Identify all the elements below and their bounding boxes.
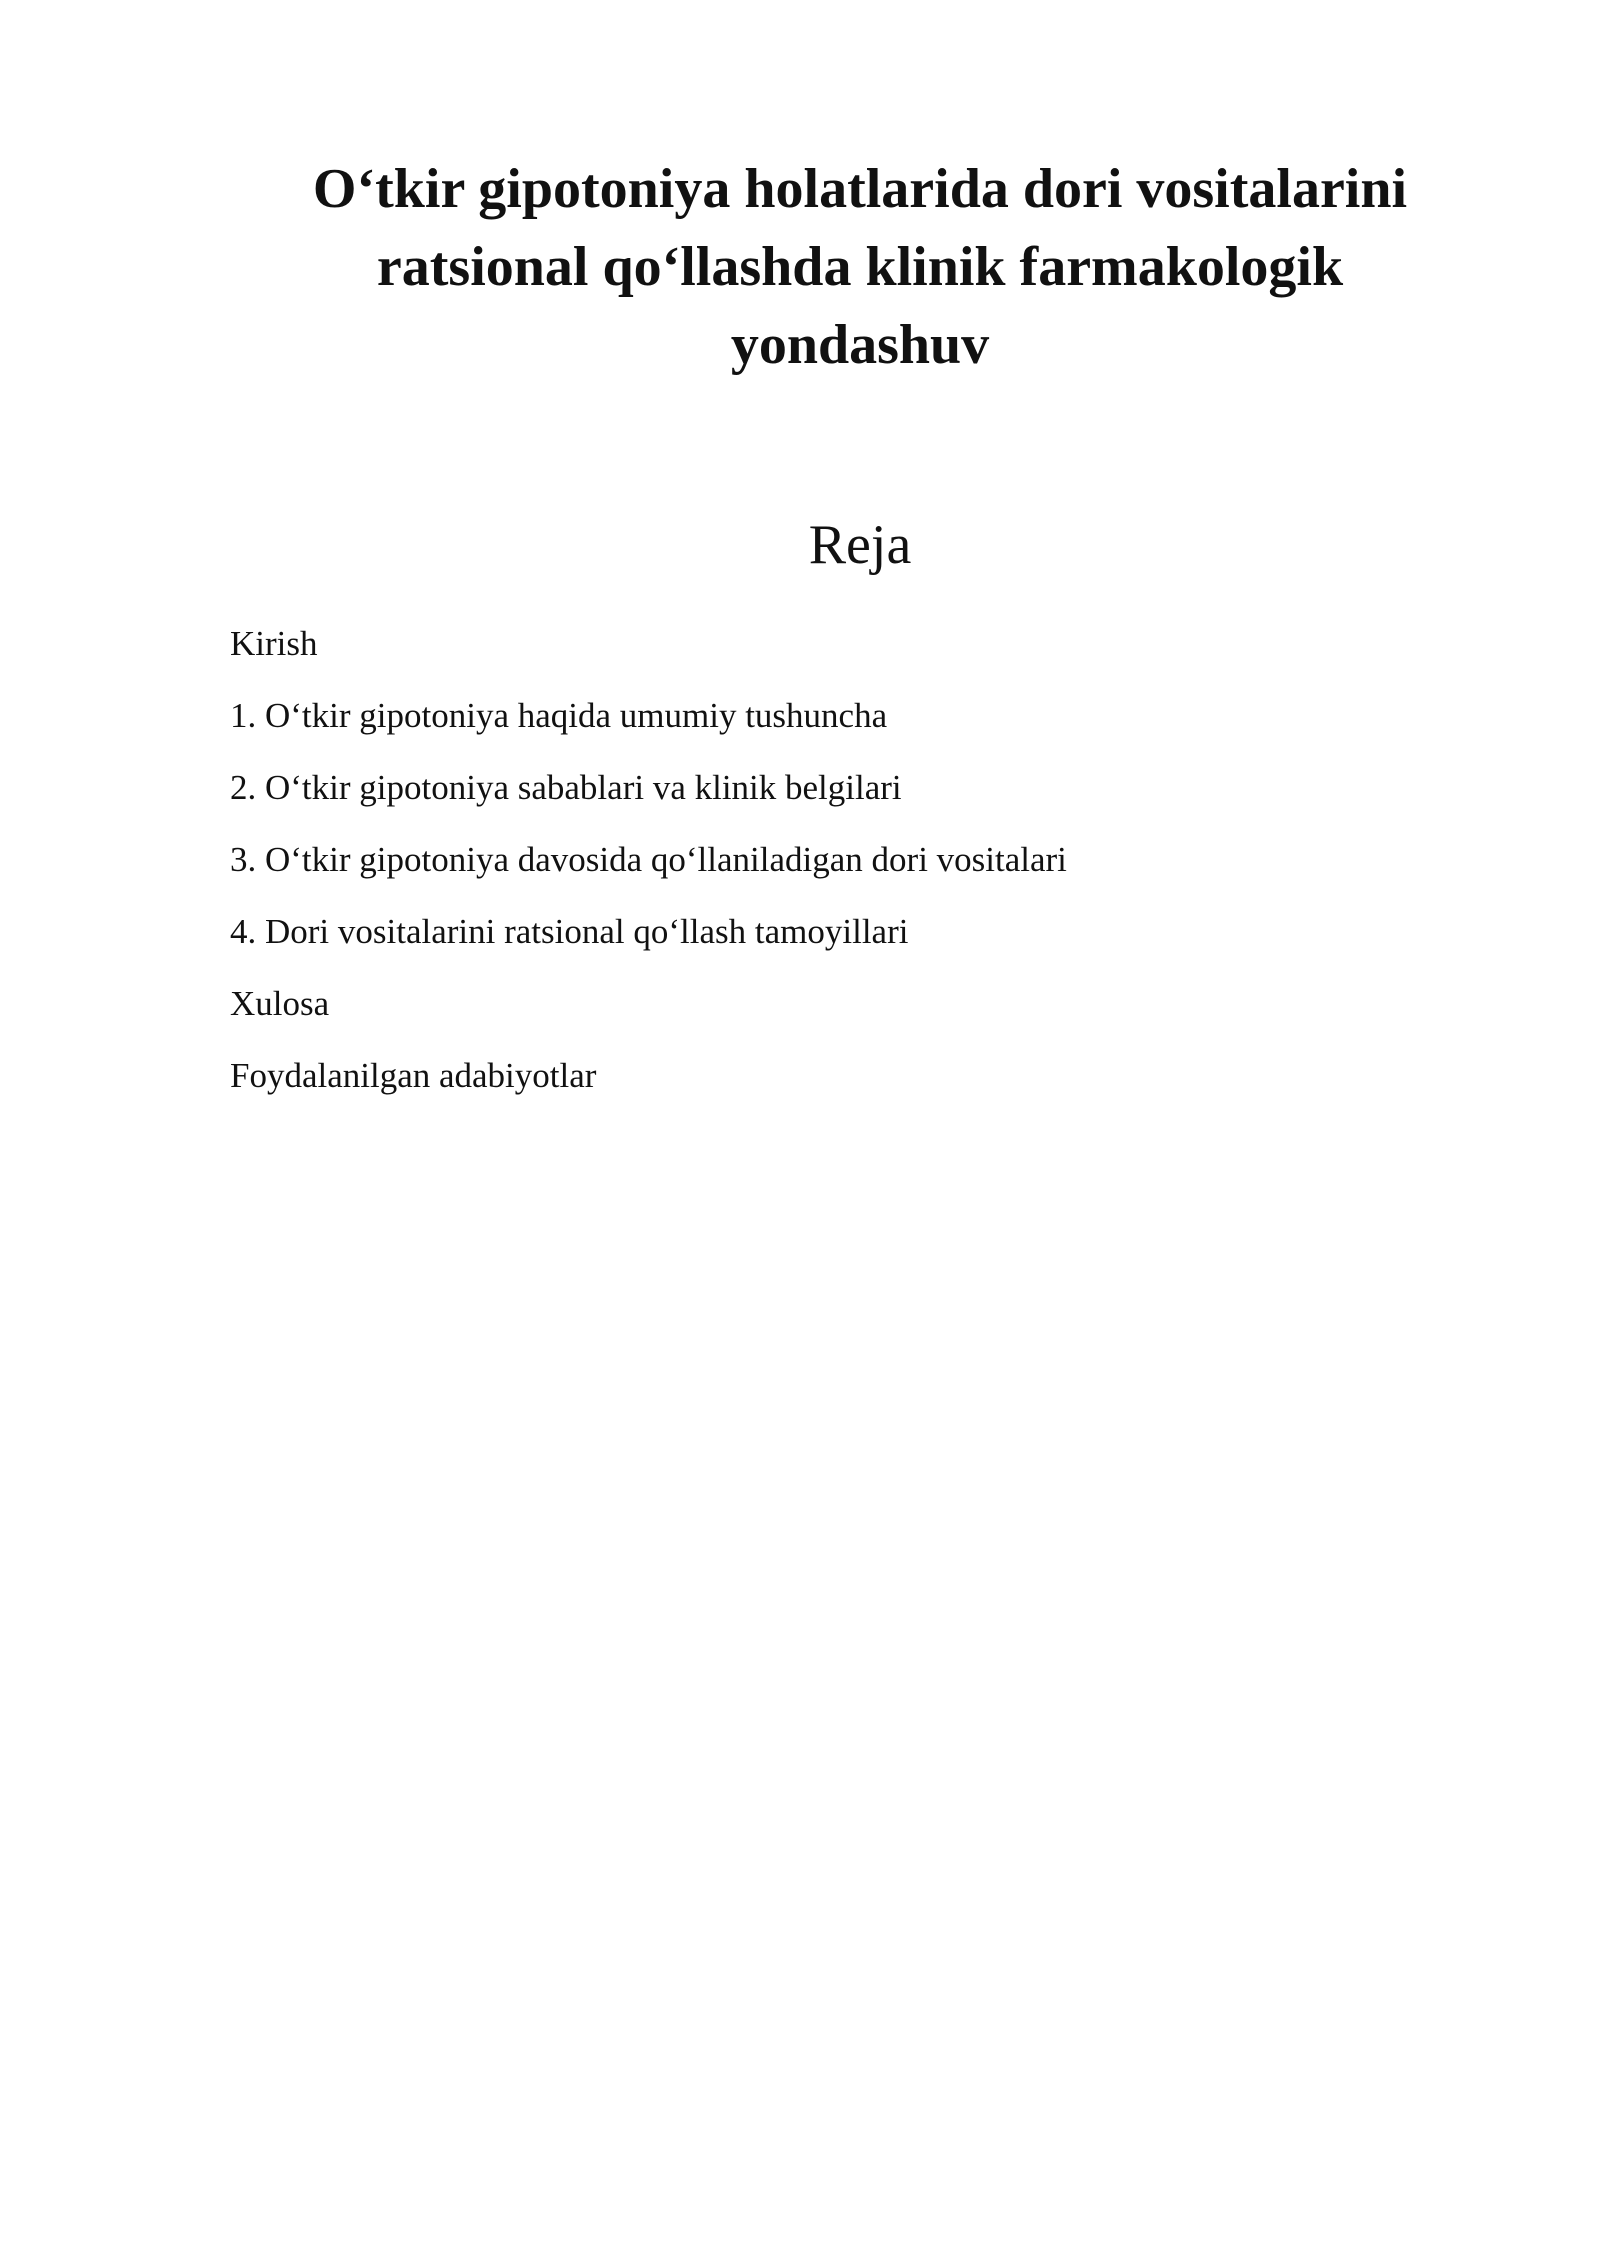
plan-item-4: 4. Dori vositalarini ratsional qo‘llash tamoyillari — [230, 912, 909, 951]
plan-item-references: Foydalanilgan adabiyotlar — [230, 1056, 597, 1095]
plan-list — [230, 608, 1067, 1112]
plan-heading: Reja — [808, 514, 912, 576]
document-title-line: ratsional qo‘llashda klinik farmakologik — [376, 236, 1344, 298]
plan-item-3: 3. O‘tkir gipotoniya davosida qo‘llaniladigan dori vositalari — [230, 840, 1067, 879]
document-title-line: O‘tkir gipotoniya holatlarida dori vositalarini — [312, 158, 1408, 220]
document-title-line: yondashuv — [730, 314, 990, 376]
plan-item-2: 2. O‘tkir gipotoniya sabablari va klinik belgilari — [230, 768, 902, 807]
plan-item-introduction: Kirish — [230, 624, 318, 663]
plan-item-conclusion: Xulosa — [230, 984, 330, 1023]
document-title — [230, 150, 1490, 384]
plan-item-1: 1. O‘tkir gipotoniya haqida umumiy tushuncha — [230, 696, 888, 735]
